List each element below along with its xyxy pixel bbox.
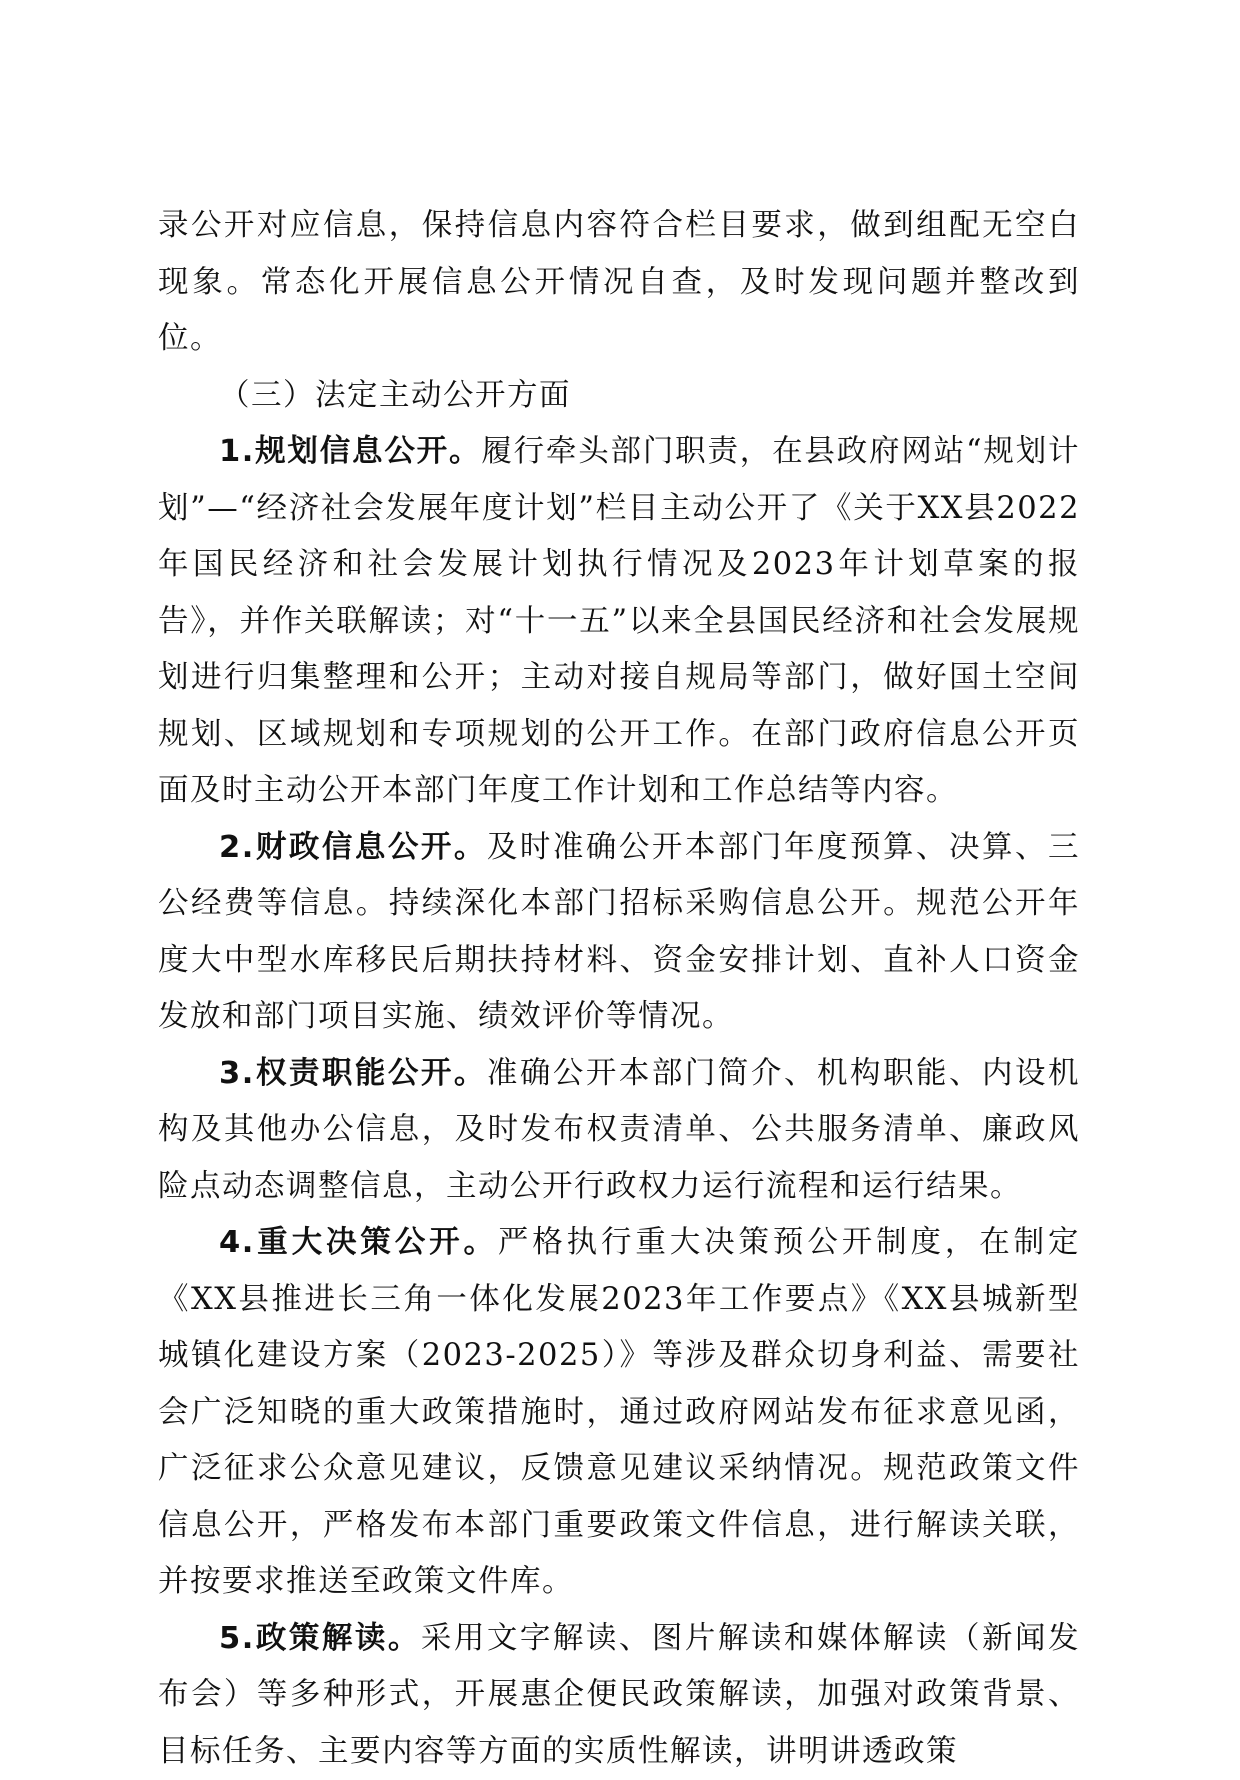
item-body-5: 采用文字解读、图片解读和媒体解读（新闻发布会）等多种形式，开展惠企便民政策解读，加强对政策背景、目标任务、主要内容等方面的实质性解读，讲明讲透政策 <box>158 1621 1080 1769</box>
section-heading: （三）法定主动公开方面 <box>158 368 1080 425</box>
item-body-3: 准确公开本部门简介、机构职能、内设机构及其他办公信息，及时发布权责清单、公共服务清单、廉政风险点动态调整信息，主动公开行政权力运行流程和运行结果。 <box>158 1056 1080 1204</box>
item-paragraph-3 <box>158 1046 1080 1216</box>
document-body <box>158 198 1080 1780</box>
item-body-2: 及时准确公开本部门年度预算、决算、三公经费等信息。持续深化本部门招标采购信息公开。规范公开年度大中型水库移民后期扶持材料、资金安排计划、直补人口资金发放和部门项目实施、绩效评价等情况。 <box>158 830 1080 1035</box>
item-lead-1: 1.规划信息公开。 <box>219 434 481 469</box>
item-lead-5: 5.政策解读。 <box>219 1621 421 1656</box>
item-paragraph-5 <box>158 1611 1080 1780</box>
item-lead-4: 4.重大决策公开。 <box>219 1225 498 1260</box>
item-lead-2: 2.财政信息公开。 <box>219 830 487 865</box>
continuation-paragraph: 录公开对应信息，保持信息内容符合栏目要求，做到组配无空白现象。常态化开展信息公开情况自查，及时发现问题并整改到位。 <box>158 198 1080 368</box>
item-paragraph-4 <box>158 1215 1080 1611</box>
item-lead-3: 3.权责职能公开。 <box>219 1056 487 1091</box>
item-paragraph-2 <box>158 820 1080 1046</box>
item-body-4: 严格执行重大决策预公开制度，在制定《XX县推进长三角一体化发展2023年工作要点》《XX县城新型城镇化建设方案（2023-2025）》等涉及群众切身利益、需要社会广泛知晓的重大政策措施时，通过政府网站发布征求意见函，广泛征求公众意见建议，反馈意见建议采纳情况。规范政策文件信息公开，严格发布本部门重要政策文件信息，进行解读关联，并按要求推送至政策文件库。 <box>158 1225 1080 1599</box>
item-body-1: 履行牵头部门职责，在县政府网站“规划计划”—“经济社会发展年度计划”栏目主动公开了《关于XX县2022年国民经济和社会发展计划执行情况及2023年计划草案的报告》，并作关联解读；对“十一五”以来全县国民经济和社会发展规划进行归集整理和公开；主动对接自规局等部门，做好国土空间规划、区域规划和专项规划的公开工作。在部门政府信息公开页面及时主动公开本部门年度工作计划和工作总结等内容。 <box>158 434 1080 808</box>
item-paragraph-1 <box>158 424 1080 820</box>
